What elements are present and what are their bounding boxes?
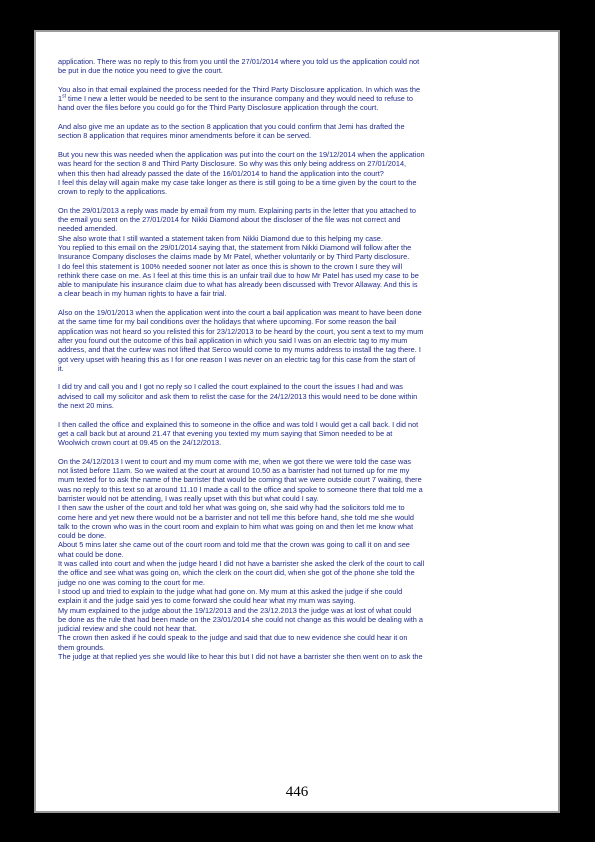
text-line: But you new this was needed when the application was put into the court on the 19/12/2014 when the application	[58, 149, 425, 159]
paragraph	[58, 308, 536, 373]
paragraph	[58, 57, 536, 76]
text-line: was heard for the section 8 and Third Party Disclosure. So why was this only being address on 27/01/2014,	[58, 159, 407, 169]
paragraph	[58, 457, 536, 662]
paragraph	[58, 382, 536, 410]
text-line: application was not heard so you relisted this for 23/12/2013 to be heard by the court, you sent a text to my mum	[58, 326, 424, 336]
text-line: talk to the crown who was in the court room and explain to him what was going on and then let me know what	[58, 521, 414, 531]
text-line: Woolwich crown court at 09.45 on the 24/12/2013.	[58, 438, 222, 448]
document-page	[34, 30, 560, 813]
paragraph	[58, 206, 536, 299]
text-line: crown to reply to the applications.	[58, 187, 167, 197]
text-line: The crown then asked if he could speak to the judge and said that due to new evidence she could hear it on	[58, 633, 408, 643]
text-line: The judge at that replied yes she would like to hear this but I did not have a barrister she then went on to ask the	[58, 652, 423, 661]
page-number: 446	[285, 784, 309, 800]
text-line: I do feel this statement is 100% needed sooner not later as once this is shown to the crown I sure they will	[58, 261, 403, 271]
text-line: rethink there case on me. As I feel at this time this is an unfair trail due to how Mr Patel has used my case to be	[58, 270, 419, 280]
text-line: About 5 mins later she came out of the court room and told me that the crown was going to call it on and see	[58, 540, 410, 550]
paragraph	[58, 420, 536, 448]
text-line: application. There was no reply to this from you until the 27/01/2014 where you told us the application could not	[58, 57, 420, 66]
text-line: mum texted for to ask the name of the barrister that would be coming that we were outside court 7 waiting, there	[58, 475, 422, 485]
text-line: it.	[58, 363, 64, 373]
text-line: Also on the 19/01/2013 when the application went into the court a bail application was meant to have been done	[58, 308, 422, 318]
text-line: hand over the files before you could go for the Third Party Disclosure application through the court.	[58, 103, 379, 113]
text-line: She also wrote that I still wanted a statement taken from Nikki Diamond due to this helping my case.	[58, 233, 383, 243]
text-line: barrister would not be attending, I was really upset with this but what could I say.	[58, 493, 319, 503]
text-line: And also give me an update as to the section 8 application that you could confirm that Jemi has drafted the	[58, 122, 405, 132]
text-line: needed amended.	[58, 224, 118, 234]
text-line: I then saw the usher of the court and told her what was going on, she said why had the solicitors told me to	[58, 503, 405, 513]
text-line: could be done.	[58, 531, 107, 541]
paragraph	[58, 150, 536, 196]
text-line: You replied to this email on the 29/01/2014 saying that, the statement from Nikki Diamond will follow after the	[58, 242, 412, 252]
text-line: not listed before 11am. So we waited at the court at around 10.50 as a barrister had not turned up for me my	[58, 466, 410, 476]
text-line: advised to call my solicitor and ask them to relist the case for the 24/12/2013 this would need to be done within	[58, 391, 418, 401]
letter-body	[58, 57, 536, 671]
text-line: be done as the rule that had been made on the 23/01/2014 she could not change as this would be dealing with a	[58, 614, 424, 624]
text-line: be put in due the notice you need to give the court.	[58, 66, 223, 76]
text-line: a clear beach in my human rights to have a fair trial.	[58, 289, 227, 299]
text-line: the email you sent on the 27/01/2014 for Nikki Diamond about the discloser of the file was not correct and	[58, 215, 401, 225]
text-line: after you found out the outcome of this bail application in which you said I was on an electric tag to my mum	[58, 335, 408, 345]
text-line: when this then had already passed the date of the 16/01/2014 to hand the application into the court?	[58, 168, 384, 178]
text-line: what could be done.	[58, 549, 124, 559]
text-line: the next 20 mins.	[58, 400, 114, 410]
text-line: On the 24/12/2013 I went to court and my mum come with me, when we got there we were told the case was	[58, 456, 412, 466]
text-line: I feel this delay will again make my case take longer as there is still going to be a time given by the court to the	[58, 177, 417, 187]
text-line: explain it and the judge said yes to come forward she could hear what my mum was saying.	[58, 596, 356, 606]
paragraph	[58, 85, 536, 113]
text-line: Insurance Company discloses the claims made by Mr Patel, whether voluntarily or by Third Party disclosure.	[58, 252, 410, 262]
paragraph	[58, 122, 536, 141]
text-line: 1st time I new a letter would be needed to be sent to the insurance company and they would need to refuse to	[58, 93, 413, 104]
text-line: I did try and call you and I got no reply so I called the court explained to the court the issues I had and was	[58, 382, 403, 392]
text-line: address, and that the curfew was not lifted that Serco would come to my mums address to install the tag there. I	[58, 345, 421, 355]
text-line: got very upset with hearing this as I for one reason I was never on an electric tag for this case from the start of	[58, 354, 416, 364]
text-line: get a call back but at around 21.47 that evening you texted my mum saying that Simon needed to be at	[58, 428, 393, 438]
text-line: You also in that email explained the process needed for the Third Party Disclosure application. In which was the	[58, 84, 421, 94]
text-line: the office and see what was going on, which the clerk on the court did, when she got of the phone she told the	[58, 568, 415, 578]
text-line: It was called into court and when the judge heard I did not have a barrister she asked the clerk of the court to call	[58, 559, 425, 569]
text-line: I then called the office and explained this to someone in the office and was told I would get a call back. I did not	[58, 419, 419, 429]
text-line: was no reply to this text so at around 11.10 I made a call to the office and spoke to someone there that told me a	[58, 484, 423, 494]
text-line: judicial review and she could not hear that.	[58, 624, 197, 634]
text-line: able to manipulate his insurance claim due to what has already been discussed with Trevor Allaway. And this is	[58, 280, 418, 290]
text-line: at the same time for my bail conditions over the holidays that where upcoming. For some reason the bail	[58, 317, 397, 327]
text-line: On the 29/01/2013 a reply was made by email from my mum. Explaining parts in the letter that you attached to	[58, 205, 416, 215]
text-line: My mum explained to the judge about the 19/12/2013 and the 23/12.2013 the judge was at lost of what could	[58, 605, 412, 615]
text-line: come here and yet new there would not be a barrister and not tell me this before hand, she told me she would	[58, 512, 414, 522]
text-line: them grounds.	[58, 642, 105, 652]
text-line: section 8 application that requires minor amendments before it can be served.	[58, 131, 312, 141]
text-line: I stood up and tried to explain to the judge what had gone on. My mum at this asked the judge if she could	[58, 586, 403, 596]
text-line: judge no one was coming to the court for me.	[58, 577, 205, 587]
